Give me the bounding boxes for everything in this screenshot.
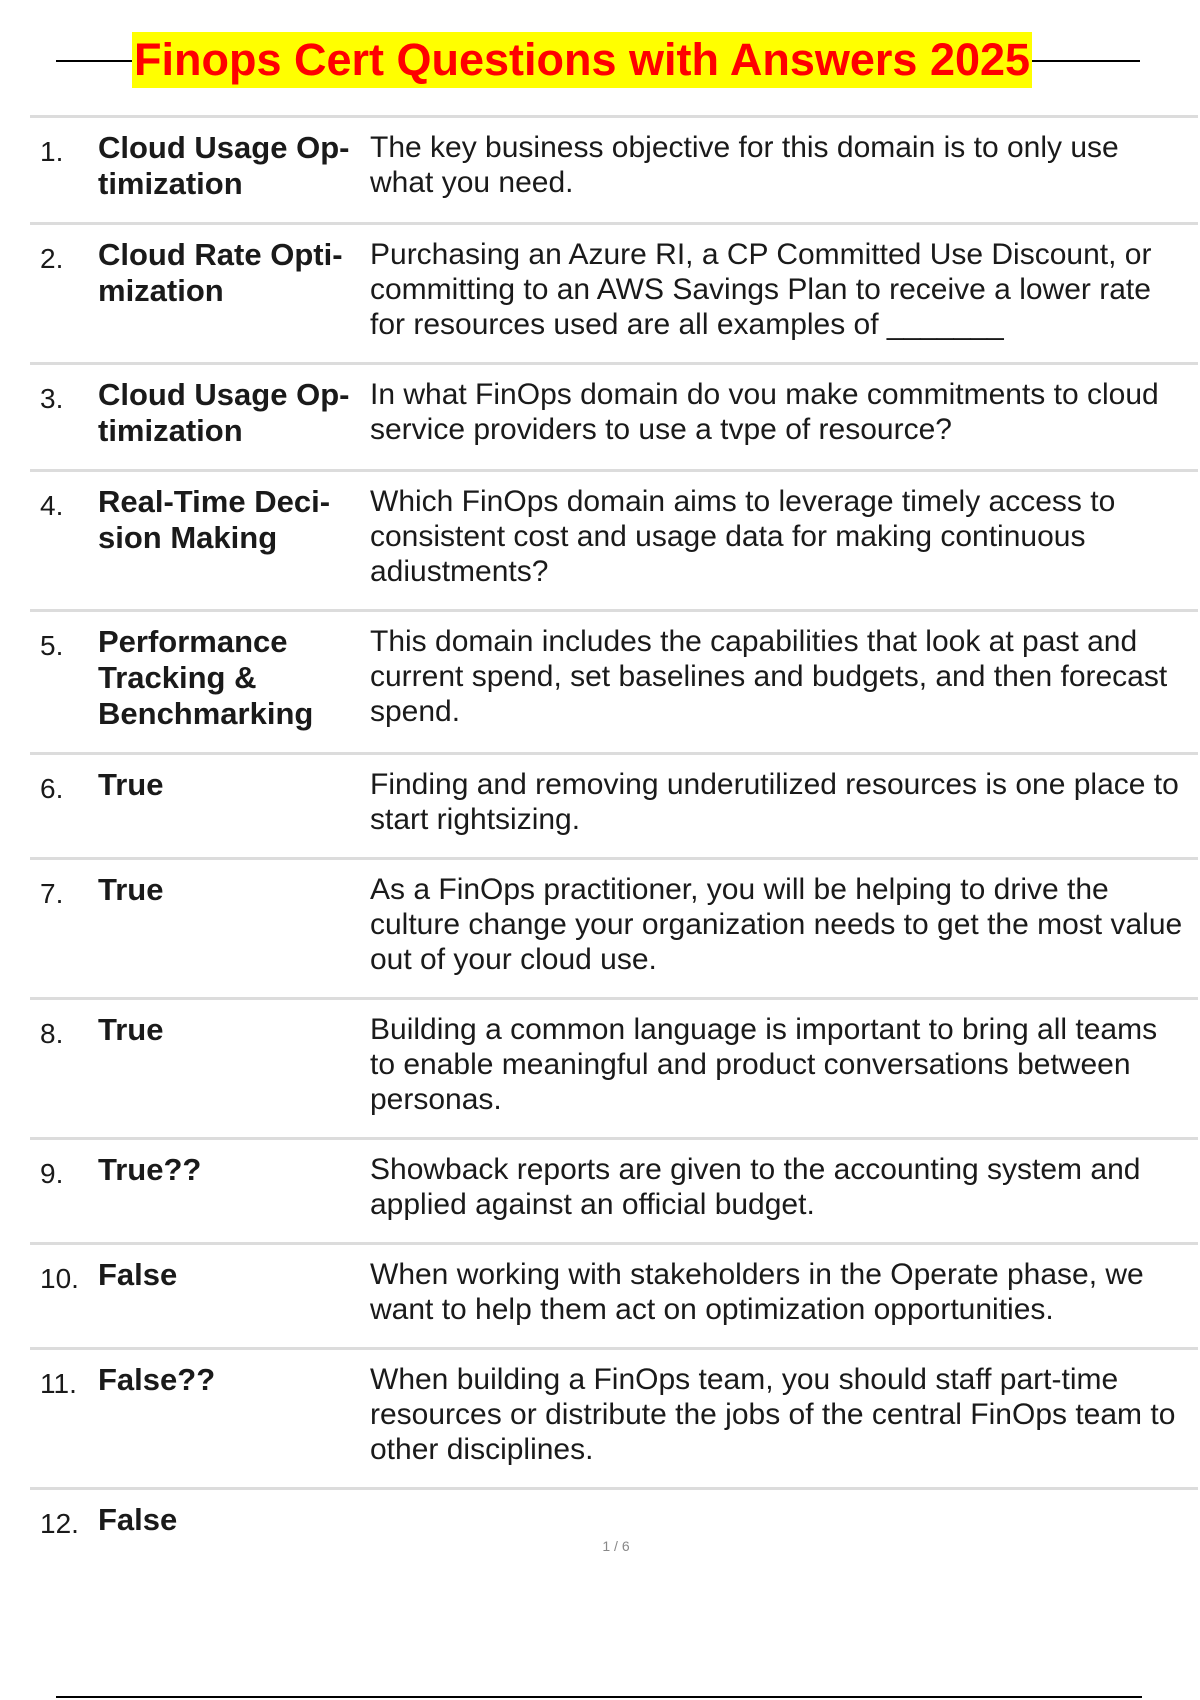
question-text: When building a FinOps team, you should staff part-time resources or distribute the jobs of the central FinOps team to other disciplines. [370,1363,1176,1466]
qa-row [30,365,1198,472]
row-number: 10. [40,1263,79,1294]
footer-rule [56,1696,1142,1698]
qa-row [30,755,1198,860]
question-text: In what FinOps domain do vou make commitments to cloud service providers to use a tvpe of resource? [370,378,1159,446]
answer-term: Cloud Rate Opti- mization [98,237,343,308]
question-text: When working with stakeholders in the Operate phase, we want to help them act on optimization opportunities. [370,1258,1144,1326]
row-number: 4. [40,490,64,521]
row-number: 7. [40,878,64,909]
qa-row [30,1000,1198,1140]
question-text: This domain includes the capabilities that look at past and current spend, set baselines and budgets, and then forecast spend. [370,625,1168,728]
row-number: 11. [40,1368,77,1399]
page-title: Finops Cert Questions with Answers 2025 [132,32,1032,88]
answer-term: Cloud Usage Op- timization [98,377,350,448]
qa-row [30,225,1198,365]
row-number: 6. [40,773,64,804]
answer-term: Real-Time Deci- sion Making [98,484,331,555]
qa-row [30,472,1198,612]
qa-row [30,118,1198,225]
qa-row [30,1350,1198,1490]
row-number: 8. [40,1018,64,1049]
row-number: 12. [40,1508,79,1539]
qa-row [30,612,1198,755]
answer-term: False [98,1257,178,1292]
row-number: 5. [40,630,64,661]
title-bar [56,30,1140,90]
qa-row [30,1245,1198,1350]
answer-term: True?? [98,1152,202,1187]
qa-row [30,860,1198,1000]
question-text: Finding and removing underutilized resources is one place to start rightsizing. [370,768,1179,836]
row-number: 2. [40,243,64,274]
page-number: 1 / 6 [602,1538,630,1554]
answer-term: False?? [98,1362,216,1397]
question-text: Showback reports are given to the accounting system and applied against an official budget. [370,1153,1141,1221]
qa-table [30,115,1198,1562]
answer-term: Performance Tracking & Benchmarking [98,624,314,731]
question-text: The key business objective for this domain is to only use what you need. [370,131,1119,199]
qa-row [30,1140,1198,1245]
question-text [370,1502,1198,1542]
answer-term: True [98,1012,164,1047]
row-number: 1. [40,136,64,167]
row-number: 9. [40,1158,64,1189]
answer-term: True [98,767,164,802]
question-text: Which FinOps domain aims to leverage timely access to consistent cost and usage data for making continuous adiustments? [370,485,1116,588]
answer-term: True [98,872,164,907]
question-text: Building a common language is important to bring all teams to enable meaningful and product conversations between personas. [370,1013,1158,1116]
question-text: Purchasing an Azure RI, a CP Committed Use Discount, or committing to an AWS Savings Plan to receive a lower rate for resources used are all examples of _______ [370,238,1152,341]
question-text: As a FinOps practitioner, you will be helping to drive the culture change your organization needs to get the most value out of your cloud use. [370,873,1183,976]
row-number: 3. [40,383,64,414]
answer-term: Cloud Usage Op- timization [98,130,350,201]
answer-term: False [98,1502,178,1537]
